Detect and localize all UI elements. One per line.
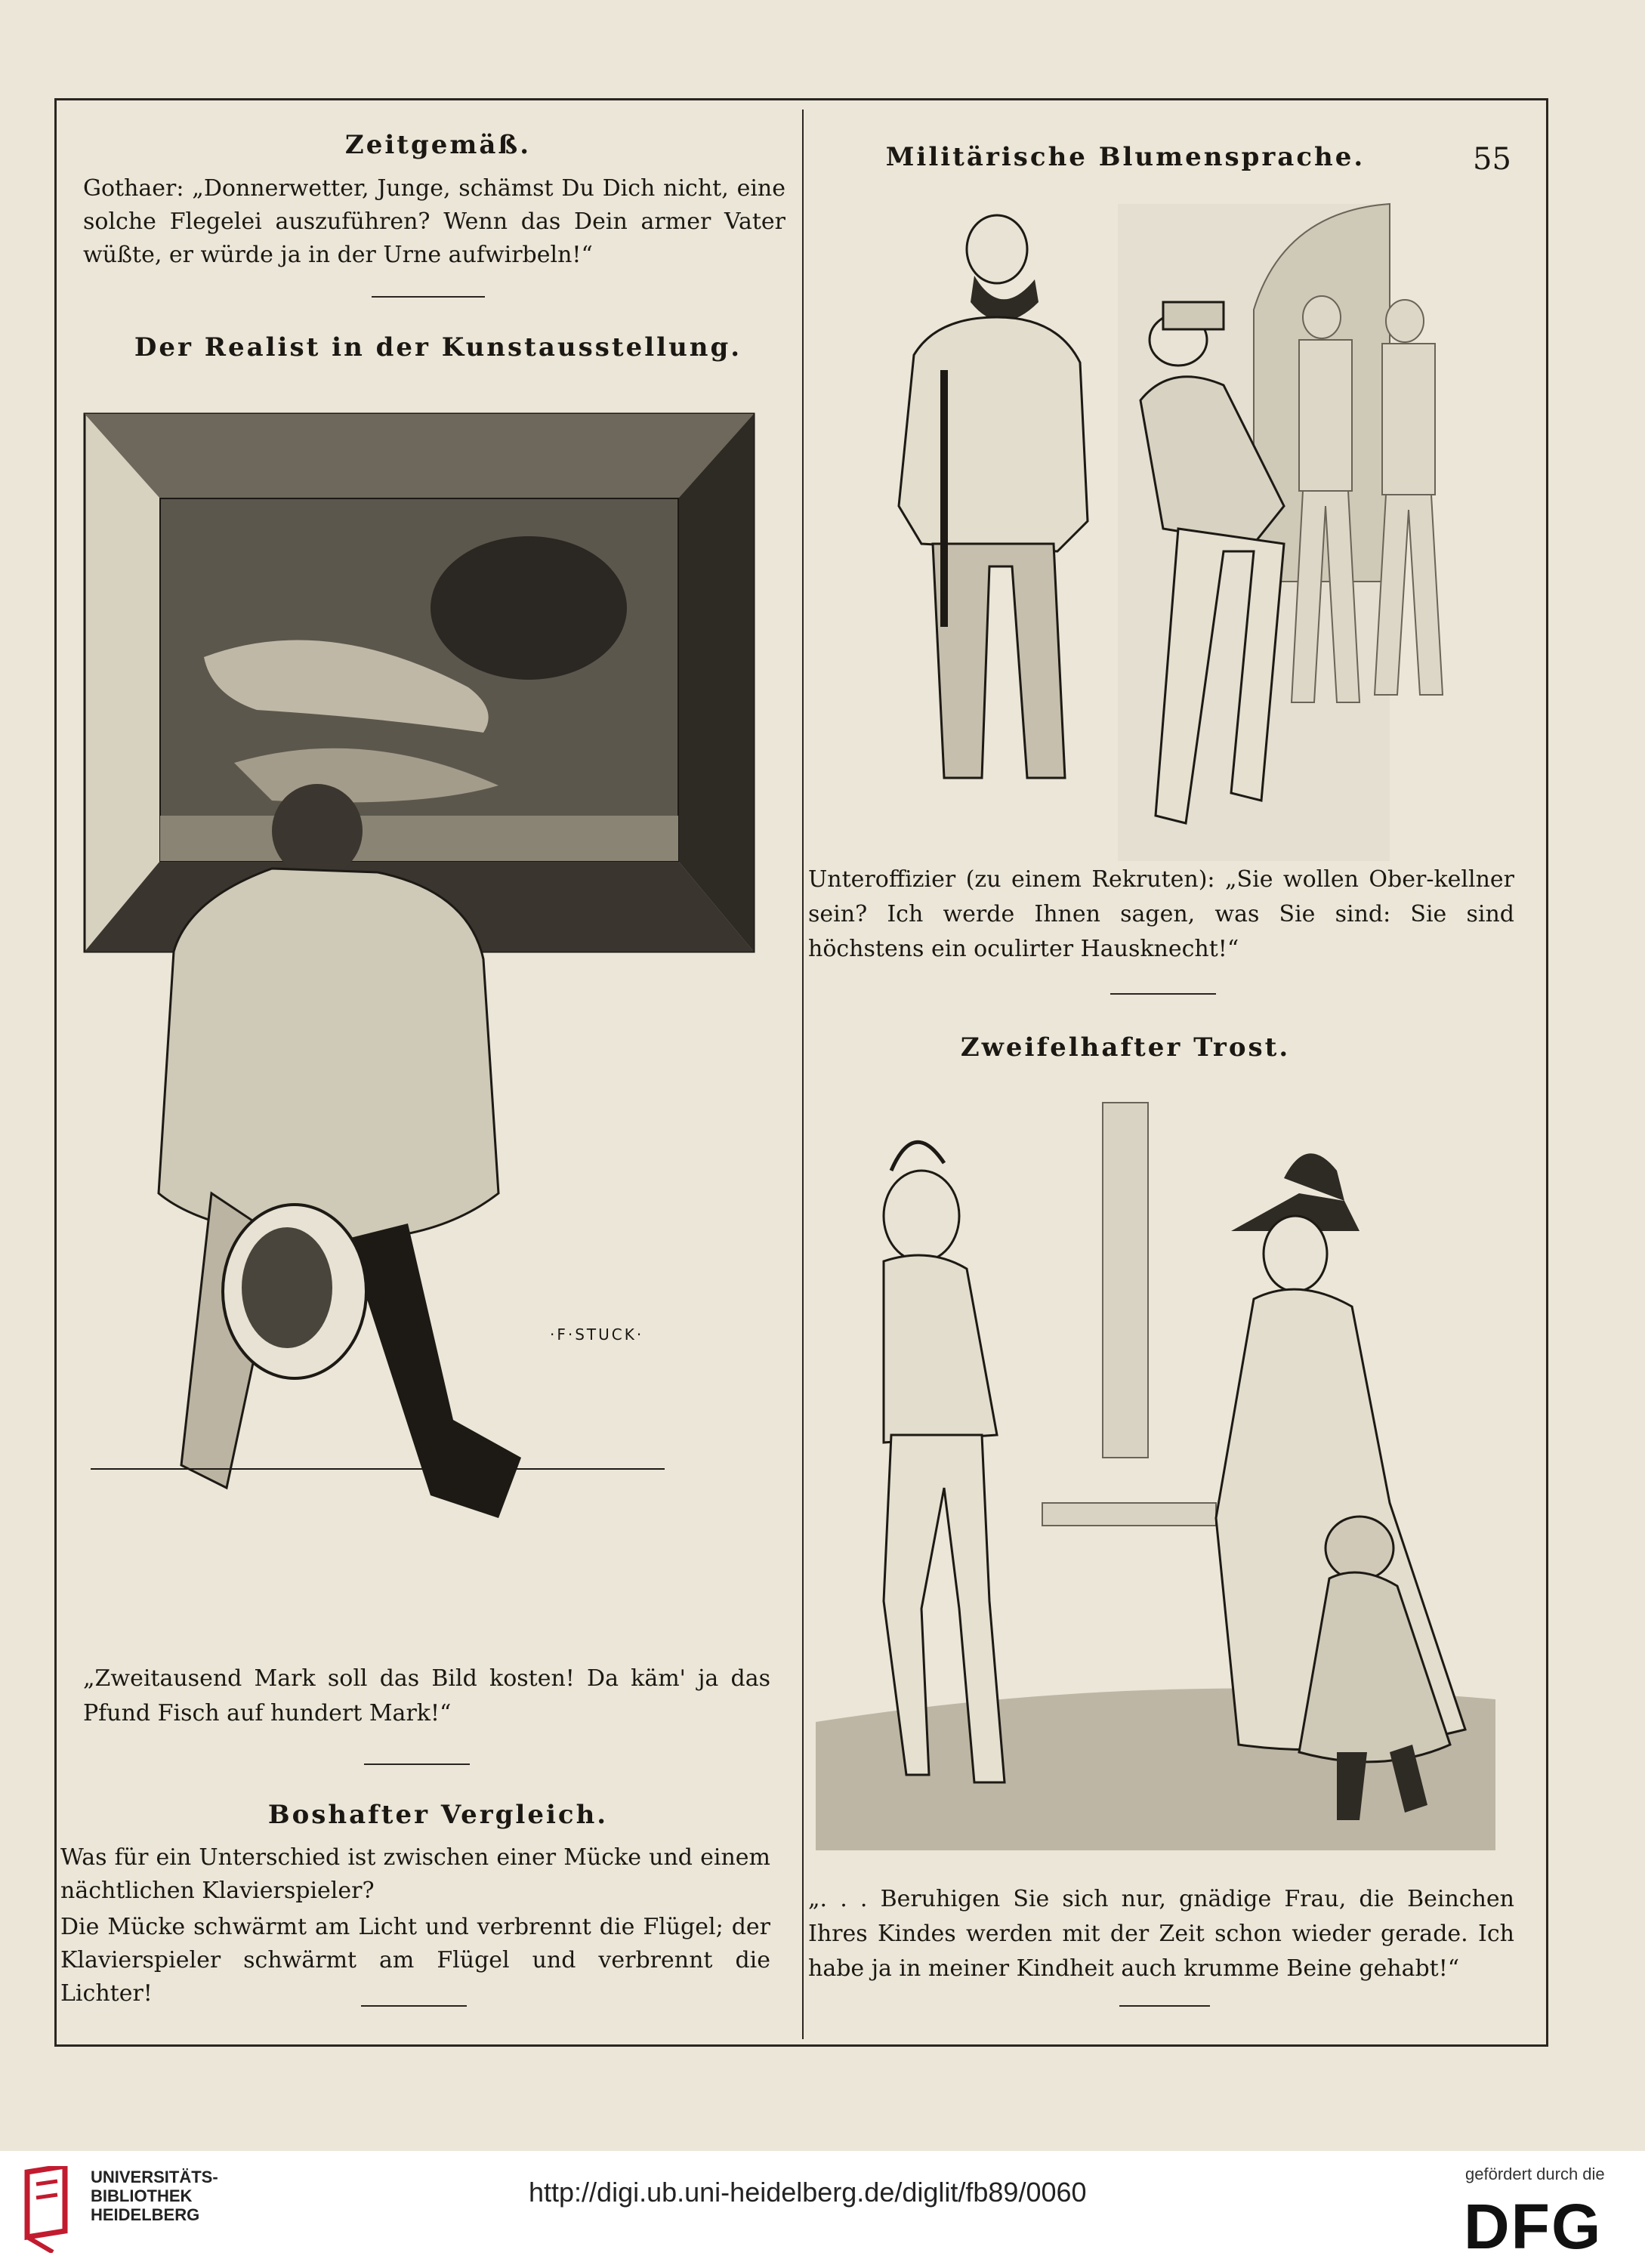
separator-rule — [1110, 993, 1216, 995]
caption-zweifelhafter-trost: „. . . Beruhigen Sie sich nur, gnädige Frau, die Beinchen Ihres Kindes werden mit der Zeit schon wieder gerade. Ich habe ja in meiner Kindheit auch krumme Beine gehabt!“ — [808, 1886, 1514, 1982]
library-line-3: HEIDELBERG — [91, 2205, 200, 2224]
separator-rule — [1119, 2005, 1210, 2007]
heading-militaerische: Militärische Blumensprache. — [885, 142, 1366, 172]
separator-rule — [364, 1763, 470, 1765]
artist-signature: ·F·STUCK· — [550, 1325, 644, 1344]
text-zeitgemaess: Gothaer: „Donnerwetter, Junge, schämst Du Dich nicht, eine solche Flegelei auszuführen? Wenn das Dein armer Vater wüßte, er würde ja in der Urne aufwirbeln!“ — [83, 175, 785, 268]
column-divider — [802, 110, 804, 2039]
separator-rule — [361, 2005, 467, 2007]
page-number: 55 — [1473, 142, 1511, 177]
dfg-logo: DFG — [1464, 2191, 1603, 2262]
text-vergleich-question: Was für ein Unterschied ist zwischen einer Mücke und einem nächtlichen Klavierspieler? — [60, 1844, 770, 1904]
heading-realist: Der Realist in der Kunstausstellung. — [134, 332, 742, 363]
illustration-militaerische — [861, 189, 1480, 861]
funding-label: gefördert durch die — [1465, 2165, 1605, 2183]
heading-zeitgemaess: Zeitgemäß. — [344, 130, 532, 160]
source-url-link[interactable]: http://digi.ub.uni-heidelberg.de/diglit/fb89/0060 — [529, 2177, 1087, 2208]
footer-bar — [0, 2151, 1645, 2268]
text-vergleich-answer: Die Mücke schwärmt am Licht und verbrennt die Flügel; der Klavierspieler schwärmt am Flügel und verbrennt die Lichter! — [60, 1914, 770, 2007]
caption-militaerische: Unteroffizier (zu einem Rekruten): „Sie wollen Ober-kellner sein? Ich werde Ihnen sagen, was Sie sind: Sie sind höchstens ein oculirter Hausknecht!“ — [808, 866, 1514, 962]
caption-realist: „Zweitausend Mark soll das Bild kosten! Da käm' ja das Pfund Fisch auf hundert Mark!“ — [83, 1665, 770, 1726]
book-logo-icon — [23, 2166, 82, 2253]
illustration-realist — [76, 408, 770, 1631]
heading-boshafter-vergleich: Boshafter Vergleich. — [267, 1800, 609, 1830]
separator-rule — [372, 296, 485, 298]
library-name — [91, 2168, 218, 2224]
heading-zweifelhafter-trost: Zweifelhafter Trost. — [960, 1032, 1291, 1063]
library-line-2: BIBLIOTHEK — [91, 2186, 193, 2205]
illustration-zweifelhafter-trost — [816, 1080, 1495, 1850]
library-line-1: UNIVERSITÄTS- — [91, 2168, 218, 2186]
